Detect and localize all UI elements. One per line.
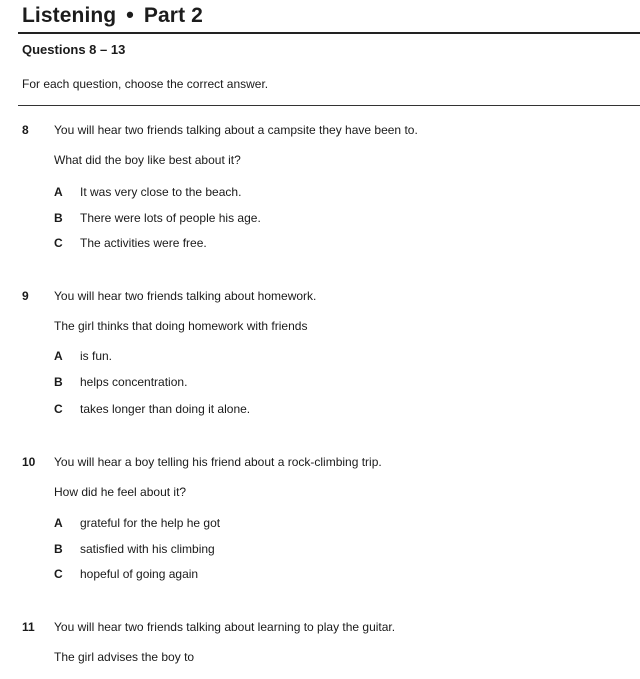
- question-number: 9: [22, 289, 29, 303]
- question-stem: You will hear two friends talking about learning to play the guitar.: [54, 620, 396, 634]
- title-part: Part 2: [143, 4, 203, 27]
- option-a: A is fun.: [54, 349, 113, 363]
- page-title: [22, 2, 203, 28]
- option-c: C takes longer than doing it alone.: [54, 402, 251, 416]
- questions-range: Questions 8 – 13: [22, 42, 126, 57]
- question-stem: You will hear a boy telling his friend about a rock-climbing trip.: [54, 455, 382, 469]
- question-prompt: The girl thinks that doing homework with friends: [54, 319, 308, 333]
- title-bullet: •: [126, 2, 134, 27]
- question-number: 10: [22, 455, 36, 469]
- option-a: A grateful for the help he got: [54, 516, 221, 530]
- question-stem: You will hear two friends talking about a campsite they have been to.: [54, 123, 418, 137]
- question-stem: You will hear two friends talking about homework.: [54, 289, 317, 303]
- question-number: 8: [22, 123, 29, 137]
- title-section: Listening: [22, 4, 117, 27]
- option-c: C hopeful of going again: [54, 567, 199, 581]
- question-prompt: What did the boy like best about it?: [54, 153, 241, 167]
- option-a: A It was very close to the beach.: [54, 185, 242, 199]
- option-c: C The activities were free.: [54, 236, 207, 250]
- option-b: B There were lots of people his age.: [54, 211, 261, 225]
- section-divider: [18, 105, 640, 106]
- header-divider: [18, 32, 640, 34]
- question-prompt: How did he feel about it?: [54, 485, 187, 499]
- question-number: 11: [22, 620, 35, 634]
- option-b: B satisfied with his climbing: [54, 542, 215, 556]
- instruction-text: For each question, choose the correct answer.: [22, 77, 269, 91]
- question-prompt: The girl advises the boy to: [54, 650, 195, 664]
- option-b: B helps concentration.: [54, 375, 188, 389]
